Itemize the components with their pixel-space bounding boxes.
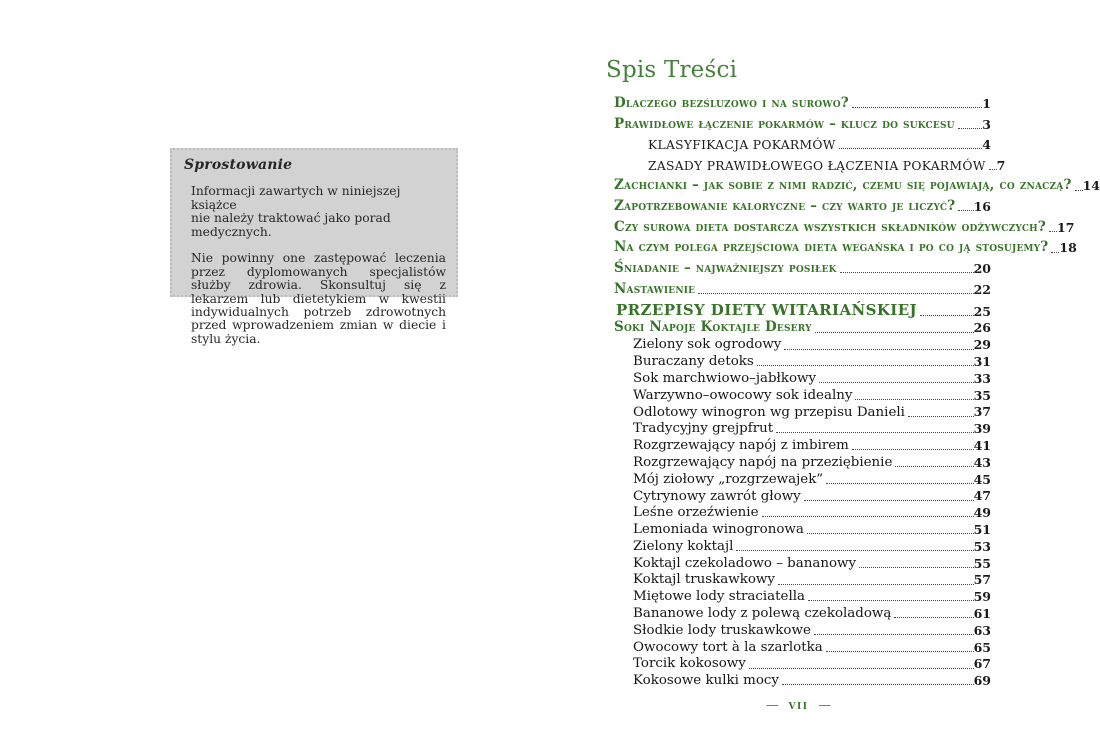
dot-leader — [784, 349, 973, 350]
dot-leader — [736, 550, 973, 551]
toc-entry — [606, 335, 991, 352]
footer-page-number: vii — [788, 696, 809, 712]
dot-leader — [958, 210, 973, 211]
dot-leader — [852, 449, 974, 450]
toc-entry-title: Nastawienie — [614, 280, 696, 297]
right-page-toc — [606, 55, 1100, 712]
toc-entry-page: 1 — [982, 95, 991, 111]
toc-entry-title: ZASADY PRAWIDŁOWEGO ŁĄCZENIA POKARMÓW — [648, 159, 986, 174]
toc-entry — [606, 537, 991, 554]
toc-entry-page: 18 — [1059, 240, 1077, 256]
toc-entry-page: 67 — [973, 656, 991, 672]
toc-entry-title: Zielony sok ogrodowy — [633, 337, 782, 353]
dot-leader — [840, 272, 974, 273]
dot-leader — [804, 500, 974, 501]
toc-entry-title: Zielony koktajl — [633, 538, 734, 554]
toc-entry — [606, 255, 991, 276]
dot-leader — [749, 668, 974, 669]
dot-leader — [782, 684, 974, 685]
toc-entry-title: Torcik kokosowy — [633, 656, 746, 672]
dot-leader — [989, 169, 997, 170]
toc-entry — [606, 369, 991, 386]
dot-leader — [1075, 190, 1083, 191]
toc-entry — [606, 234, 1077, 256]
dot-leader — [895, 466, 973, 467]
toc-entry — [606, 587, 991, 604]
toc-entry — [606, 470, 991, 487]
toc-entry — [606, 604, 991, 621]
toc-entry — [606, 570, 991, 587]
toc-entry-page: 35 — [973, 387, 991, 403]
toc-entry-title: Dlaczego bezśluzowo i na surowo? — [614, 94, 849, 111]
toc-entry-page: 20 — [973, 261, 991, 277]
toc-entry-title: Słodkie lody truskawkowe — [633, 622, 811, 638]
page-footer — [606, 697, 991, 712]
toc-entry — [606, 402, 991, 419]
toc-entry — [606, 276, 991, 297]
toc-entry-page: 4 — [982, 137, 991, 153]
disclaimer-paragraph-1-line-1: Informacji zawartych w niniejszej książce — [191, 184, 401, 212]
toc-entry-page: 65 — [973, 639, 991, 655]
toc-entry — [606, 486, 991, 503]
dot-leader — [1051, 252, 1059, 253]
toc-entry-page: 37 — [973, 404, 991, 420]
toc-entry-title: Miętowe lody straciatella — [633, 589, 805, 605]
dot-leader — [859, 567, 974, 568]
toc-entry — [606, 173, 1100, 194]
dot-leader — [757, 365, 974, 366]
toc-entry-title: Na czym polega przejściowa dieta wegańska i po co ją stosujemy? — [614, 239, 1049, 256]
toc-entry — [606, 654, 991, 671]
dot-leader — [908, 416, 974, 417]
toc-entry — [606, 671, 991, 688]
toc-list — [606, 90, 1100, 689]
toc-entry — [606, 503, 991, 520]
toc-entry — [606, 152, 1006, 174]
toc-entry-title: Koktajl truskawkowy — [633, 572, 775, 588]
toc-entry — [606, 90, 991, 111]
toc-entry-title: KLASYFIKACJA POKARMÓW — [648, 138, 836, 153]
toc-entry-page: 47 — [973, 488, 991, 504]
toc-entry-title: Czy surowa dieta dostarcza wszystkich składników odżywczych? — [614, 218, 1046, 235]
toc-entry-page: 61 — [973, 606, 991, 621]
toc-entry — [606, 193, 991, 214]
disclaimer-paragraph-1-line-2: nie należy traktować jako porad medycznych. — [191, 211, 391, 239]
toc-entry-title: PRZEPISY DIETY WITARIAŃSKIEJ — [616, 301, 918, 320]
toc-entry-page: 59 — [973, 589, 991, 605]
toc-entry-title: Leśne orzeźwienie — [633, 505, 759, 521]
dot-leader — [894, 617, 973, 618]
toc-entry-page: 17 — [1057, 219, 1075, 235]
toc-entry — [606, 419, 991, 436]
toc-entry-page: 63 — [973, 622, 991, 638]
dot-leader — [839, 148, 983, 149]
toc-entry — [606, 638, 991, 655]
dot-leader — [815, 332, 974, 333]
disclaimer-title: Sprostowanie — [184, 157, 293, 173]
dot-leader — [819, 382, 974, 383]
dot-leader — [1049, 231, 1057, 232]
toc-entry-page: 43 — [973, 454, 991, 470]
toc-entry-page: 41 — [973, 438, 991, 454]
toc-entry-title: Owocowy tort à la szarlotka — [633, 639, 823, 655]
toc-entry-page: 16 — [973, 199, 991, 215]
toc-entry-title: Sok marchwiowo–jabłkowy — [633, 370, 817, 386]
toc-entry-title: Rozgrzewający napój na przeziębienie — [633, 454, 893, 470]
disclaimer-paragraph-2: Nie powinny one zastępować leczenia przez dyplomowanych specjalistów służby zdrowia. Skonsultuj się z lekarzem lub dietetykiem w kwestii indywidualnych potrzeb zdrowotnych przed wprowadzeniem zmian w diecie i stylu życia. — [191, 251, 446, 346]
toc-title: Spis Treści — [606, 57, 738, 83]
toc-entry-page: 49 — [973, 505, 991, 521]
toc-entry-page: 26 — [973, 320, 991, 336]
toc-entry-title: Zachcianki – jak sobie z nimi radzić, czemu się pojawiają, co znaczą? — [614, 177, 1072, 194]
dot-leader — [852, 107, 982, 108]
toc-entry-title: Mój ziołowy „rozgrzewajek” — [633, 471, 824, 487]
toc-entry-title: Tradycyjny grejpfrut — [633, 421, 774, 437]
toc-entry-page: 55 — [973, 555, 991, 571]
toc-entry-title: Lemoniada winogronowa — [633, 522, 804, 538]
toc-entry-title: Kokosowe kulki mocy — [633, 673, 779, 689]
footer-dash-right: — — [818, 696, 831, 712]
dot-leader — [778, 584, 974, 585]
toc-entry-title: Warzywno–owocowy sok idealny — [633, 387, 853, 403]
dot-leader — [958, 128, 983, 129]
toc-entry-title: Koktajl czekoladowo – bananowy — [633, 555, 857, 571]
toc-entry-page: 31 — [973, 354, 991, 370]
toc-entry-page: 53 — [973, 538, 991, 554]
toc-entry-page: 25 — [973, 303, 991, 319]
disclaimer-paragraph-1 — [191, 185, 448, 239]
toc-entry-title: Rozgrzewający napój z imbirem — [633, 438, 849, 454]
toc-entry-title: Odlotowy winogron wg przepisu Danieli — [633, 404, 905, 420]
toc-entry-title: Bananowe lody z polewą czekoladową — [633, 606, 892, 622]
dot-leader — [814, 634, 974, 635]
toc-entry-page: 45 — [973, 471, 991, 487]
toc-entry — [606, 621, 991, 638]
toc-entry-page: 39 — [973, 421, 991, 437]
toc-entry — [606, 299, 991, 318]
toc-entry — [606, 214, 1075, 235]
toc-entry-title: Prawidłowe łączenie pokarmów – klucz do sukcesu — [614, 115, 955, 132]
toc-entry-title: Cytrynowy zawrót głowy — [633, 488, 801, 504]
toc-entry-page: 69 — [973, 673, 991, 689]
footer-dash-left: — — [766, 696, 779, 712]
dot-leader — [807, 533, 974, 534]
dot-leader — [762, 516, 974, 517]
toc-entry-page: 7 — [996, 157, 1006, 173]
dot-leader — [826, 651, 974, 652]
toc-entry — [606, 554, 991, 571]
toc-entry-page: 33 — [973, 370, 991, 386]
toc-entry-title: Buraczany detoks — [633, 354, 754, 370]
disclaimer-box — [170, 148, 458, 346]
toc-entry-page: 51 — [973, 522, 991, 538]
toc-entry — [606, 352, 991, 369]
dot-leader — [698, 293, 973, 294]
toc-entry — [606, 453, 991, 470]
toc-entry-title: Zapotrzebowanie kaloryczne – czy warto je liczyć? — [614, 198, 956, 215]
toc-entry-title: Śniadanie – najważniejszy posiłek — [614, 260, 837, 276]
toc-entry-page: 14 — [1082, 178, 1100, 194]
toc-entry-page: 57 — [973, 572, 991, 588]
toc-entry — [606, 520, 991, 537]
toc-entry — [606, 436, 991, 453]
dot-leader — [920, 315, 974, 316]
toc-entry-page: 3 — [982, 116, 991, 132]
toc-entry — [606, 318, 991, 335]
dot-leader — [855, 399, 973, 400]
toc-entry-page: 29 — [973, 337, 991, 353]
toc-entry-page: 22 — [973, 281, 991, 297]
dot-leader — [826, 483, 973, 484]
toc-entry-title: Soki Napoje Koktajle Desery — [614, 319, 812, 336]
toc-entry — [606, 131, 991, 152]
toc-entry — [606, 111, 991, 132]
toc-entry — [606, 386, 991, 403]
dot-leader — [776, 432, 973, 433]
dot-leader — [808, 600, 974, 601]
